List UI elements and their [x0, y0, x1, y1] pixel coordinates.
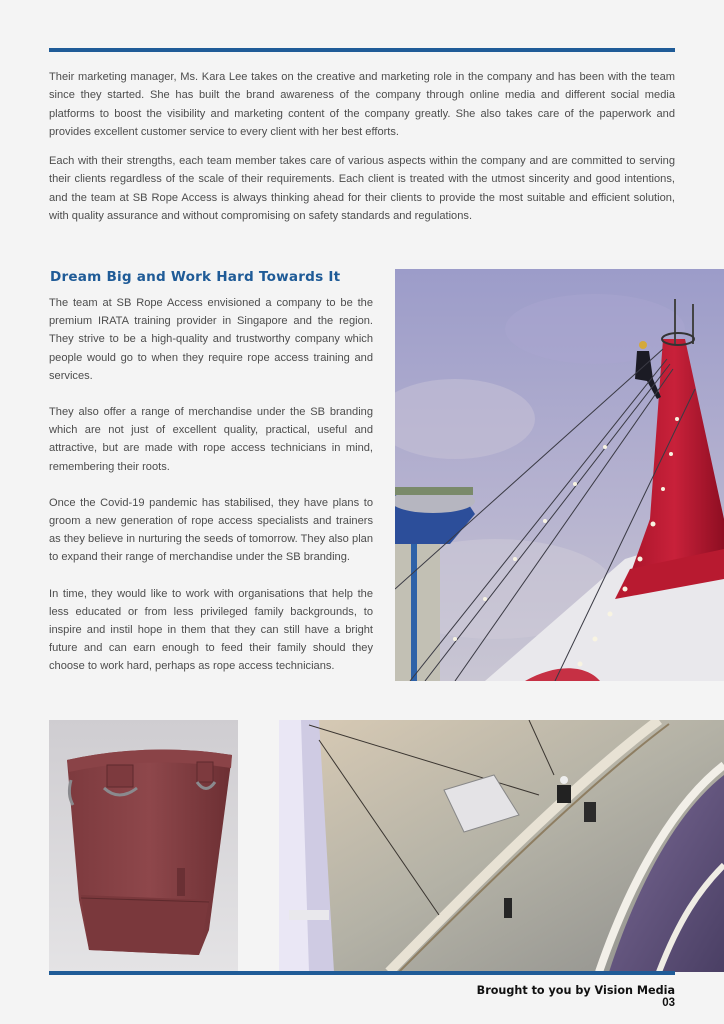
intro-paragraph-2: Each with their strengths, each team member takes care of various aspects within the company and are committed to serving their clients regardless of the scale of their requirements. Each client is treated with the utmost sincerity and good intentions, and the team at SB Rope Access is always thinking ahead for their clients to provide the most suitable and efficient solution, with quality assurance and without compromising on safety standards and regulations. — [49, 155, 675, 223]
footer-credit: Brought to you by Vision Media — [476, 984, 675, 997]
page-number: 03 — [662, 997, 675, 1009]
section-paragraph-4: In time, they would like to work with organisations that help the less educated or from less privileged family backgrounds, to inspire and instil hope in them that they can still have a bright future and can earn enough to feed their family should they choose to work hard, perhaps as rope access technicians. — [49, 587, 373, 673]
intro-paragraph-1: Their marketing manager, Ms. Kara Lee takes on the creative and marketing role in the company and has been with the team since they started. She has built the brand awareness of the company through online media and different social media platforms to boost the visibility and marketing content of the company greatly. She also takes care of the paperwork and provides excellent customer service to every client with her best efforts. — [49, 71, 675, 139]
section-paragraph-2: They also offer a range of merchandise under the SB branding which are not just of excellent quality, practical, useful and attractive, but are made with rope access technicians in mind, remembering their roots. — [49, 406, 373, 473]
top-divider — [49, 48, 675, 52]
bottom-divider — [49, 971, 675, 975]
section-body — [49, 294, 373, 694]
section-paragraph-1: The team at SB Rope Access envisioned a company to be the premium IRATA training provider in Singapore and the region. They strive to be a high-quality and trustworthy company which people would go to when they require rope access training and services. — [49, 297, 373, 382]
photo-tent-interior-rope-access — [279, 720, 724, 972]
photo-tent-spire — [395, 269, 724, 681]
section-paragraph-3: Once the Covid-19 pandemic has stabilised, they have plans to groom a new generation of rope access specialists and trainers as they believe in nurturing the seeds of tomorrow. They also plan to expand their range of merchandise under the SB branding. — [49, 496, 373, 564]
section-heading: Dream Big and Work Hard Towards It — [50, 269, 341, 285]
photo-sb-merchandise-bag — [49, 720, 238, 972]
